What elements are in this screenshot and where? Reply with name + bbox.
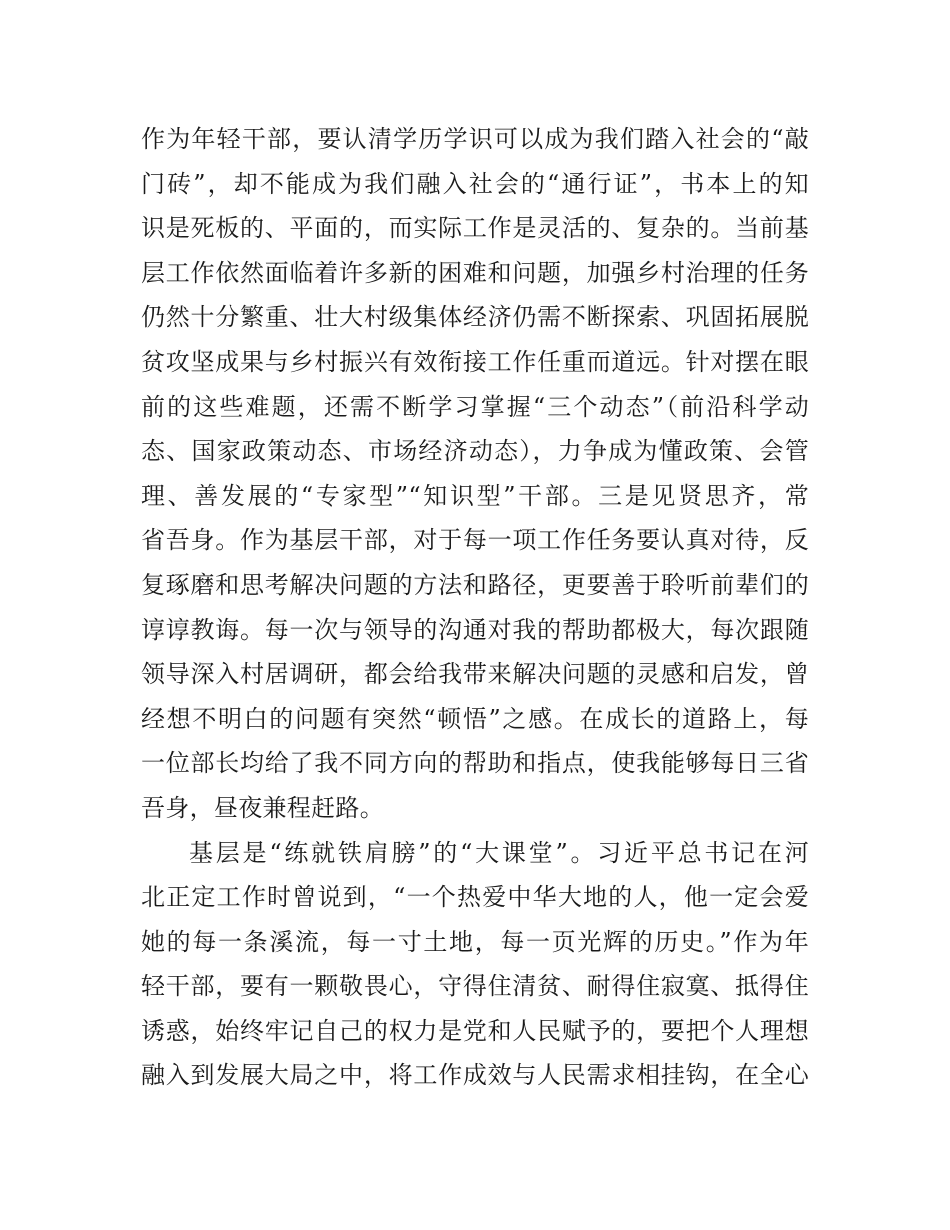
- text-line: 轻干部，要有一颗敬畏心，守得住清贫、耐得住寂寞、抵得住: [141, 972, 809, 1001]
- text-line: 诱惑，始终牢记自己的权力是党和人民赋予的，要把个人理想: [141, 1016, 809, 1045]
- text-line: 经想不明白的问题有突然“顿悟”之感。在成长的道路上，每: [141, 704, 809, 733]
- text-line: 贫攻坚成果与乡村振兴有效衔接工作任重而道远。针对摆在眼: [141, 347, 809, 376]
- text-line: 北正定工作时曾说到，“一个热爱中华大地的人，他一定会爱: [141, 883, 809, 912]
- text-line: 仍然十分繁重、壮大村级集体经济仍需不断探索、巩固拓展脱: [141, 303, 809, 332]
- paragraph-1: [141, 117, 809, 831]
- text-line: 谆谆教诲。每一次与领导的沟通对我的帮助都极大，每次跟随: [141, 615, 809, 644]
- text-line: 省吾身。作为基层干部，对于每一项工作任务要认真对待，反: [141, 526, 809, 555]
- document-body: [141, 117, 809, 1098]
- text-line: 层工作依然面临着许多新的困难和问题，加强乡村治理的任务: [141, 258, 809, 287]
- text-line: 识是死板的、平面的，而实际工作是灵活的、复杂的。当前基: [141, 214, 809, 243]
- text-line: 一位部长均给了我不同方向的帮助和指点，使我能够每日三省: [141, 749, 809, 778]
- text-line: 基层是“练就铁肩膀”的“大课堂”。习近平总书记在河: [189, 838, 809, 867]
- text-line: 领导深入村居调研，都会给我带来解决问题的灵感和启发，曾: [141, 660, 809, 689]
- text-line: 融入到发展大局之中，将工作成效与人民需求相挂钩，在全心: [141, 1061, 809, 1090]
- text-line: 复琢磨和思考解决问题的方法和路径，更要善于聆听前辈们的: [141, 570, 809, 599]
- paragraph-2: [141, 831, 809, 1099]
- text-line: 态、国家政策动态、市场经济动态），力争成为懂政策、会管: [141, 437, 809, 466]
- text-line: 作为年轻干部，要认清学历学识可以成为我们踏入社会的“敲: [141, 125, 809, 153]
- text-line: 前的这些难题，还需不断学习掌握“三个动态”（前沿科学动: [141, 392, 809, 421]
- text-line: 理、善发展的“专家型”“知识型”干部。三是见贤思齐，常: [141, 481, 809, 510]
- text-line: 门砖”，却不能成为我们融入社会的“通行证”，书本上的知: [141, 169, 809, 198]
- text-line: 她的每一条溪流，每一寸土地，每一页光辉的历史。”作为年: [141, 927, 809, 956]
- text-line: 吾身，昼夜兼程赶路。: [141, 793, 384, 822]
